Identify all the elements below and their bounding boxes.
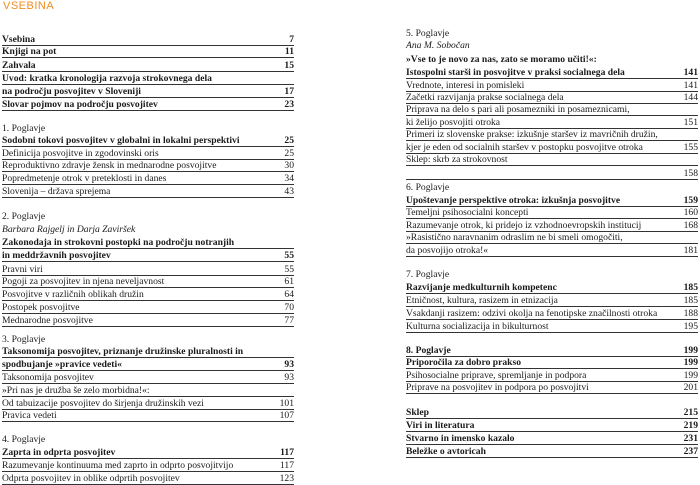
toc-entry-title: Priprava na delo s pari ali posamezniki in posameznicami, [406,104,630,115]
divider-line [406,431,698,432]
toc-entry-page: 219 [683,420,698,431]
toc-entry-title: Sodobni tokovi posvojitev v globalni in lokalni perspektivi [2,135,240,146]
toc-entry-title: »Vse to je novo za nas, zato se moramo učiti!«: [406,54,597,65]
toc-entry-page: 123 [279,473,294,484]
toc-entry-page: 107 [279,410,294,421]
toc-entry-page: 188 [683,308,698,319]
toc-entry-page: 17 [284,86,294,97]
divider-line [406,293,698,294]
divider-line [406,381,698,382]
divider-line [406,128,698,129]
toc-entry-title: Taksonomija posvojitev, priznanje družinske pluralnosti in [2,346,244,357]
toc-entry-title: da posvojijo otroka!« [406,245,489,256]
toc-entry-page: 199 [683,345,698,356]
toc-entry-title: Ana M. Sobočan [406,40,470,51]
toc-entry-title: Primeri iz slovenske prakse: izkušnje staršev iz mavričnih družin, [406,129,658,140]
toc-entry-title: Pravica vedeti [2,410,57,421]
toc-entry-title: 8. Poglavje [406,345,451,356]
toc-entry-title: Slovar pojmov na področju posvojitev [2,99,158,110]
divider-line [406,256,698,257]
divider-line [406,103,698,104]
toc-entry [406,182,698,194]
toc-entry-title: Upoštevanje perspektive otroka: izkušnja posvojitve [406,195,621,206]
toc-entry [406,40,698,52]
toc-entry-title: Priprave na posvojitev in podpora po posvojitvi [406,382,589,393]
toc-entry-page: 201 [683,382,698,393]
toc-entry-title: Razumevanje otrok, ki pridejo iz vzhodnoevropskih institucij [406,220,642,231]
toc-entry-title: Istospolni starši in posvojitve v praksi socialnega dela [406,67,625,78]
toc-entry-page: 160 [683,207,698,218]
toc-entry-title: »Rasistično naravnanim odraslim ne bi smeli omogočiti, [406,232,623,243]
divider-line [406,444,698,445]
toc-entry-page: 237 [683,446,698,457]
toc-entry-page: 117 [280,447,294,458]
divider-line [406,231,698,232]
toc-entry-page: 23 [284,99,294,110]
toc-entry-page: 199 [683,370,698,381]
toc-entry-title: Kulturna socializacija in bikulturnost [406,321,549,332]
toc-entry-title: kjer je eden od socialnih staršev v postopku posvojitve otroka [406,142,643,153]
toc-entry-title: Definicija posvojitve in zgodovinski oris [2,148,159,159]
toc-entry-title: Etničnost, kultura, rasizem in etnizacija [406,295,558,306]
toc-entry [406,28,698,40]
page-title: VSEBINA [3,0,55,12]
divider-line [406,332,698,333]
toc-entry-title: 1. Poglavje [2,123,46,134]
toc-entry-title: Odprta posvojitev in oblike odprtih posvojitev [2,473,180,484]
toc-entry-page: 231 [683,433,698,444]
toc-entry-title: na področju posvojitev v Sloveniji [2,86,141,97]
toc-entry-title: 4. Poglavje [2,434,46,445]
toc-entry-title: in meddržavnih posvojitev [2,250,111,261]
divider-line [406,418,698,419]
toc-entry-title: 5. Poglavje [406,28,450,39]
divider-line [406,153,698,154]
toc-entry-page: 15 [284,60,294,71]
divider-line [406,78,698,79]
toc-entry-page: 43 [284,186,294,197]
toc-entry-title: Posvojitve v različnih oblikah družin [2,289,144,300]
toc-entry-page: 158 [683,168,698,179]
toc-entry-title: Psihosocialne priprave, spremljanje in podpora [406,370,587,381]
toc-entry-page: 61 [284,276,294,287]
toc-entry-title: Razumevanje kontinuuma med zaprto in odprto posvojitvijo [2,460,234,471]
toc-entry-page: 159 [683,195,698,206]
divider-line [406,91,698,92]
toc-entry-page: 34 [284,173,294,184]
toc-entry-page: 185 [683,295,698,306]
divider-line [406,179,698,180]
toc-entry-title: Zakonodaja in strokovni postopki na področju notranjih [2,237,235,248]
toc-entry-title: 3. Poglavje [2,334,46,345]
divider-line [406,140,698,141]
toc-entry-title: Priporočila za dobro prakso [406,357,522,368]
toc-entry-page: 77 [284,315,294,326]
toc-entry-title: »Pri nas je družba še zelo morbidna!«: [2,385,150,396]
divider-line [406,368,698,369]
toc-entry-title: Mednarodne posvojitve [2,315,93,326]
divider-line [406,306,698,307]
toc-entry-title: 7. Poglavje [406,269,450,280]
toc-entry [406,269,698,281]
divider-line [406,356,698,357]
toc-entry-page: 30 [284,160,294,171]
toc-entry-title: 6. Poglavje [406,182,450,193]
toc-entry-title: ki želijo posvojiti otroka [406,117,501,128]
divider-line [406,243,698,244]
toc-entry-title: Knjigi na pot [2,46,57,57]
divider-line [406,319,698,320]
toc-entry-title: Stvarno in imensko kazalo [406,433,515,444]
toc-entry-page: 55 [284,250,294,261]
toc-entry-page: 199 [683,357,698,368]
toc-entry-title: Beležke o avtoricah [406,446,486,457]
divider-line [406,393,698,394]
toc-entry-page: 70 [284,302,294,313]
toc-entry-page: 141 [683,80,698,91]
toc-entry-title: Zaprta in odprta posvojitev [2,447,116,458]
toc-entry-title: Vsakdanji rasizem: odzivi okolja na fenotipske značilnosti otroka [406,308,658,319]
divider-line [406,206,698,207]
toc-entry-title: Sklep: skrb za strokovnost [406,154,508,165]
toc-entry-title: Razvijanje medkulturnih kompetenc [406,282,557,293]
toc-entry-title: 2. Poglavje [2,211,46,222]
toc-entry-page: 7 [289,34,294,45]
toc-entry-page: 215 [683,407,698,418]
toc-entry-title: Taksonomija posvojitev [2,372,94,383]
divider-line [406,115,698,116]
toc-entry-title: Sklep [406,407,429,418]
toc-entry-page: 117 [279,460,294,471]
divider-line [406,457,698,458]
toc-entry-title: Vrednote, interesi in pomisleki [406,80,525,91]
toc-entry [406,54,698,66]
toc-entry-page: 101 [279,398,294,409]
toc-entry-page: 11 [284,46,294,57]
toc-entry-title: Popredmetenje otrok v preteklosti in danes [2,173,167,184]
toc-entry-title: spodbujanje »pravice vedeti« [2,359,122,370]
toc-entry-title: Slovenija – država sprejema [2,186,111,197]
toc-entry-page: 168 [683,220,698,231]
divider-line [406,165,698,166]
toc-entry-title: Začetki razvijanja prakse socialnega dela [406,92,564,103]
toc-entry-page: 181 [683,245,698,256]
toc-entry-title: Reproduktivno zdravje žensk in mednarodne posvojitve [2,160,217,171]
toc-entry-page: 151 [683,117,698,128]
toc-entry-title: Vsebina [2,34,36,45]
toc-entry-page: 93 [284,359,294,370]
toc-entry-page: 144 [683,92,698,103]
toc-entry-page: 155 [683,142,698,153]
toc-entry-title: Uvod: kratka kronologija razvoja strokovnega dela [2,73,212,84]
toc-entry-page: 141 [683,67,698,78]
toc-entry-page: 55 [284,264,294,275]
toc-entry-title: Barbara Rajgelj in Darja Zaviršek [2,224,136,235]
toc-entry-page: 64 [284,289,294,300]
toc-entry-title: Pravni viri [2,264,43,275]
toc-entry-title: Pogoji za posvojitev in njena neveljavnost [2,276,165,287]
toc-entry-page: 185 [683,282,698,293]
toc-entry-page: 93 [284,372,294,383]
toc-entry-title: Zahvala [2,60,36,71]
toc-entry-title: Postopek posvojitve [2,302,80,313]
divider-line [406,218,698,219]
toc-entry-title: Viri in literatura [406,420,475,431]
toc-entry-title: Temeljni psihosocialni koncepti [406,207,529,218]
toc-entry-page: 25 [284,148,294,159]
toc-entry-page: 25 [284,135,294,146]
toc-entry-page: 195 [683,321,698,332]
toc-entry-title: Od tabuizacije posvojitev do širjenja družinskih vezi [2,398,204,409]
